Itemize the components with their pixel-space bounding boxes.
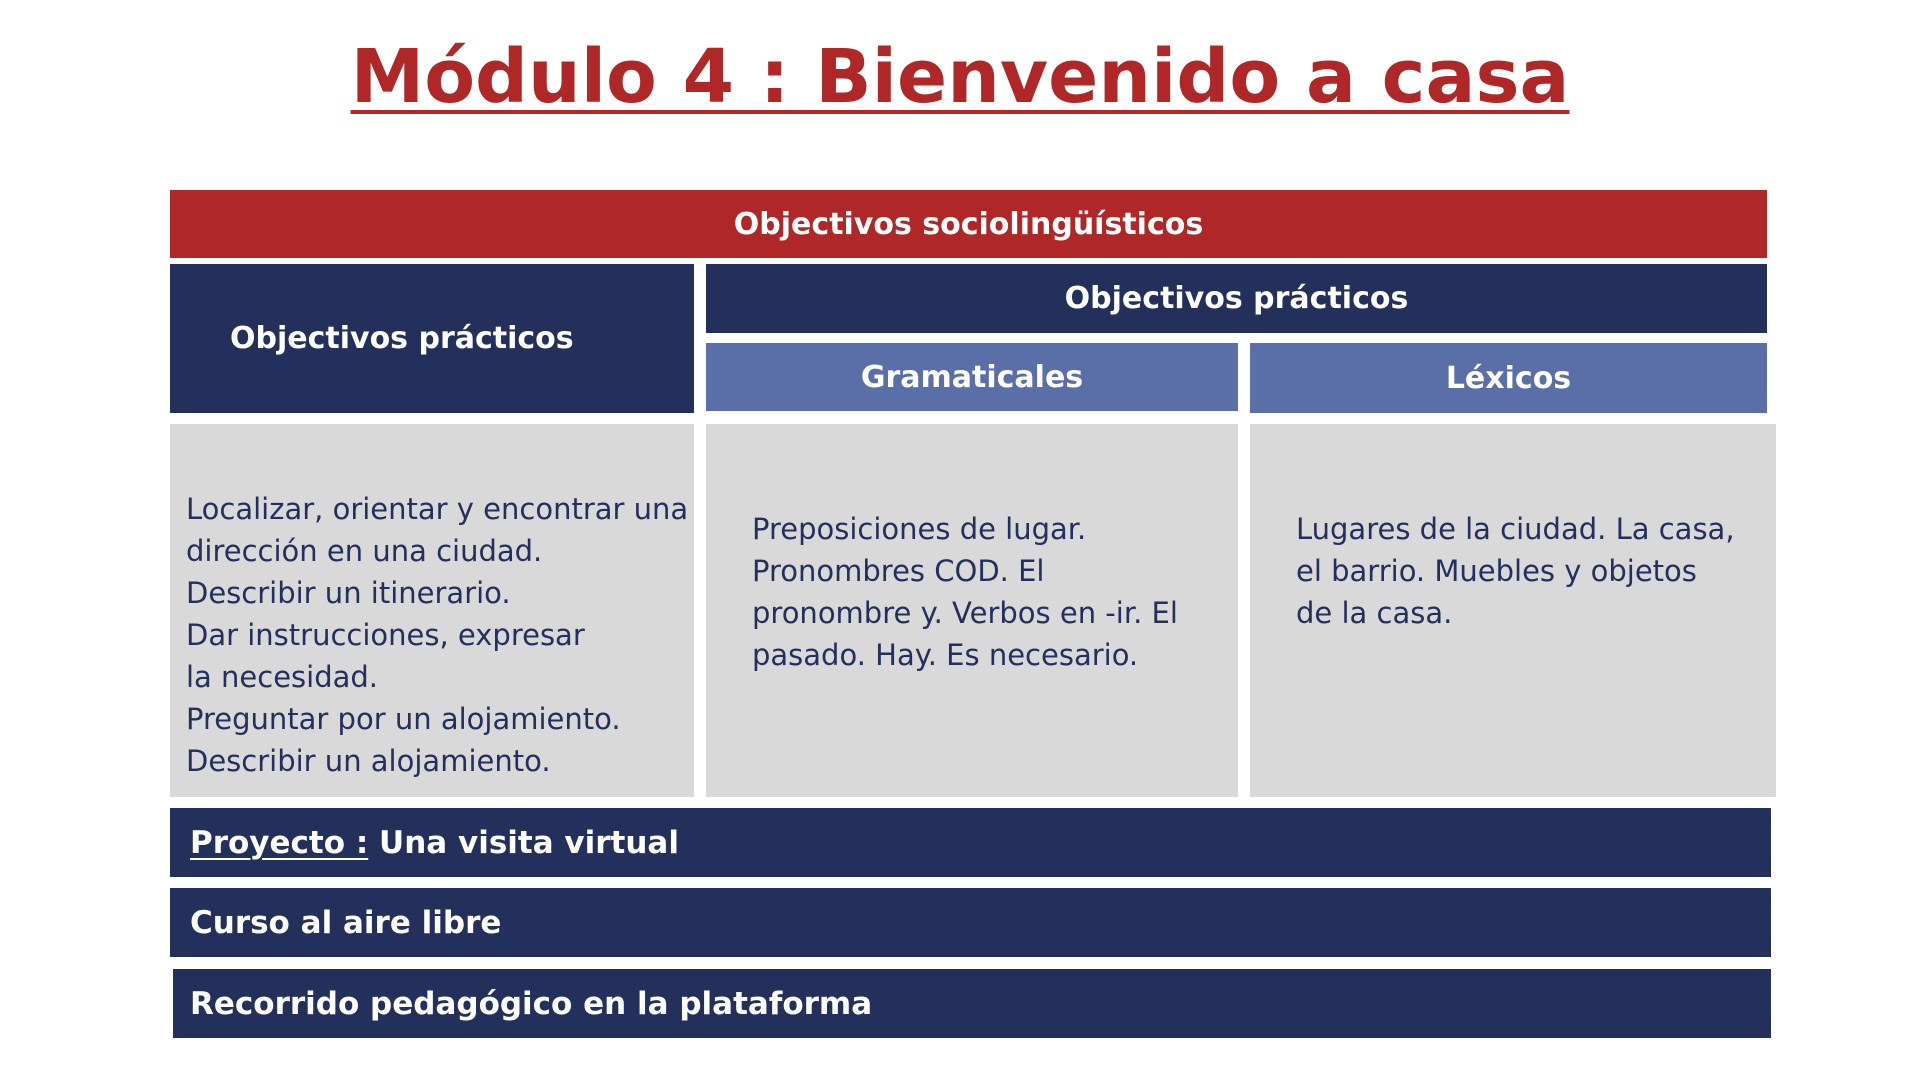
page-title-text: Módulo 4 : Bienvenido a casa (350, 34, 1570, 120)
platform-route-label: Recorrido pedagógico en la plataforma (190, 985, 873, 1022)
project-value: Una visita virtual (368, 824, 679, 861)
practical-objectives-header-left (170, 264, 694, 413)
lexicon-cell (1250, 424, 1776, 797)
platform-route-bar (173, 969, 1771, 1038)
grammar-cell (706, 424, 1238, 797)
practical-objectives-header-left-label: Objectivos prácticos (230, 321, 574, 356)
practical-objectives-header-right-label: Objectivos prácticos (1064, 281, 1409, 316)
outdoor-course-bar (170, 888, 1771, 957)
project-label: Proyecto : (190, 824, 369, 861)
lexicon-header (1250, 343, 1767, 413)
project-bar (170, 808, 1771, 877)
grammar-header-label: Gramaticales (860, 359, 1084, 395)
grammar-header (706, 343, 1238, 411)
page-title (0, 32, 1920, 122)
practical-objectives-cell (170, 424, 694, 797)
practical-objectives-text: Localizar, orientar y encontrar una dirección en una ciudad. Describir un itinerario. Dar instrucciones, expresar la necesidad. Preguntar por un alojamiento. Describir un alojamiento. (186, 492, 689, 778)
outdoor-course-label: Curso al aire libre (190, 904, 502, 941)
sociolinguistic-header (170, 190, 1767, 258)
sociolinguistic-header-label: Objectivos sociolingüísticos (733, 206, 1204, 242)
grammar-text: Preposiciones de lugar. Pronombres COD. El pronombre y. Verbos en -ir. El pasado. Hay. Es necesario. (752, 512, 1178, 672)
lexicon-text: Lugares de la ciudad. La casa, el barrio. Muebles y objetos de la casa. (1296, 512, 1735, 630)
lexicon-header-label: Léxicos (1445, 360, 1572, 396)
practical-objectives-header-right (706, 264, 1767, 333)
